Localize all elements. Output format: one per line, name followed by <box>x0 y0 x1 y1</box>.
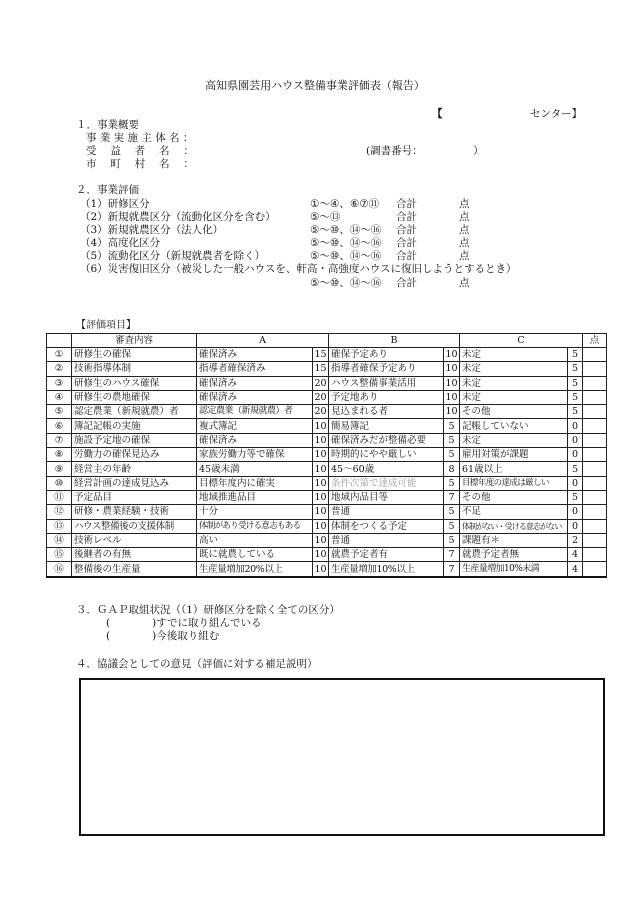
eval-item-label: （3）新規就農区分（法人化） <box>80 224 224 236</box>
row-points-cell[interactable] <box>583 419 607 433</box>
row-points-cell[interactable] <box>583 405 607 419</box>
row-number: ⑦ <box>47 433 72 447</box>
row-b-score: 5 <box>444 419 460 433</box>
eval-item-total: 合計 <box>396 250 417 262</box>
row-a: 生産量増加20%以上 <box>197 562 313 577</box>
row-item: 研修生のハウス確保 <box>72 376 197 390</box>
row-b-score: 10 <box>445 349 458 361</box>
row-item: 研修・農業経験・技術 <box>72 505 197 519</box>
row-b-score: 10 <box>445 377 458 389</box>
eval-item-total: 合計 <box>396 198 417 210</box>
evaluation-table <box>46 333 607 578</box>
row-b-score: 5 <box>444 433 460 447</box>
row-b: 普通 <box>329 505 444 519</box>
row-b-score: 5 <box>444 505 460 519</box>
row-b-score: 7 <box>444 548 460 562</box>
row-points-cell[interactable] <box>583 562 607 577</box>
row-b: 確保予定あり <box>329 348 444 362</box>
entity-label: 事 業 実 施 主 体 名 ： <box>86 132 194 144</box>
row-b: 地域内品目等 <box>329 490 444 504</box>
table-row <box>47 390 607 404</box>
row-c: 未定 <box>460 433 568 447</box>
row-a: 既に就農している <box>197 548 313 562</box>
beneficiary-label: 受 益 者 名 ： <box>86 145 194 157</box>
row-b-score: 10 <box>445 363 458 375</box>
row-a: 確保済み <box>197 433 313 447</box>
row-points-cell[interactable] <box>583 505 607 519</box>
row-a: 体制があり受ける意志もある <box>197 519 313 533</box>
row-c: 雇用対策が課題 <box>460 448 568 462</box>
section4-heading: ４．協議会としての意見（評価に対する補足説明） <box>76 658 318 670</box>
row-number: ① <box>47 348 72 362</box>
row-b: 確保済みだが整備必要 <box>329 433 444 447</box>
row-number: ⑬ <box>47 519 72 533</box>
row-item: 施設予定地の確保 <box>72 433 197 447</box>
row-item: 予定品目 <box>72 490 197 504</box>
row-number: ⑥ <box>47 419 72 433</box>
table-caption: 【評価項目】 <box>76 320 136 331</box>
row-points-cell[interactable] <box>583 433 607 447</box>
row-points-cell[interactable] <box>583 376 607 390</box>
row-b-score: 8 <box>444 462 460 476</box>
row-a: 認定農業（新規就農）者 <box>197 405 313 419</box>
row-a: 地域推進品目 <box>197 490 313 504</box>
row-c-score: 4 <box>568 548 583 562</box>
row-item: 技術指導体制 <box>72 362 197 376</box>
row-c-score: 5 <box>568 362 583 376</box>
table-row <box>47 476 607 490</box>
row-b-score: 5 <box>444 448 460 462</box>
row-b: ハウス整備事業活用 <box>329 376 444 390</box>
table-row <box>47 419 607 433</box>
row-a-score: 10 <box>314 535 327 546</box>
row-c-score: 0 <box>568 448 583 462</box>
row-a-score: 10 <box>314 549 327 561</box>
row-c-score: 5 <box>568 462 583 476</box>
row-a-score: 10 <box>314 506 327 518</box>
row-c-score: 5 <box>568 490 583 504</box>
table-row <box>47 462 607 476</box>
row-c: 体制がない・受ける意志がない <box>460 519 568 533</box>
center-bracket-open: 【 <box>432 108 443 120</box>
row-c-score: 5 <box>568 348 583 362</box>
table-row <box>47 490 607 504</box>
row-a-score: 10 <box>313 562 329 577</box>
row-a: 45歳未満 <box>197 462 313 476</box>
row-c: 課題有＊ <box>460 533 568 547</box>
row-points-cell[interactable] <box>583 362 607 376</box>
row-a-score: 10 <box>314 463 327 475</box>
row-c: 未定 <box>460 390 568 404</box>
row-a-score: 10 <box>314 449 327 461</box>
row-number: ⑮ <box>47 548 72 562</box>
row-b-score: 10 <box>445 392 458 404</box>
row-item: 簿記記帳の実施 <box>72 419 197 433</box>
row-c-score: 0 <box>568 419 583 433</box>
section2-heading: ２．事業評価 <box>76 184 139 196</box>
center-label: センター】 <box>530 108 583 120</box>
table-row <box>47 405 607 419</box>
row-c: その他 <box>460 490 568 504</box>
row-a: 高い <box>197 533 313 547</box>
row-a-score: 10 <box>314 520 327 532</box>
row-c-score: 0 <box>568 476 583 490</box>
row-a-score: 15 <box>314 349 327 361</box>
opinion-textbox[interactable] <box>79 678 605 836</box>
row-a-score: 10 <box>314 434 327 446</box>
row-c-score: 5 <box>568 405 583 419</box>
eval-item-range: ⑤〜⑬ <box>310 211 341 223</box>
section1-heading: １．事業概要 <box>76 119 139 131</box>
row-a-score: 10 <box>314 420 327 432</box>
row-number: ⑧ <box>47 448 72 462</box>
row-item: 認定農業（新規就農）者 <box>72 405 197 419</box>
row-c: その他 <box>460 405 568 419</box>
eval-item-label: （4）高度化区分 <box>80 237 161 249</box>
row-number: ③ <box>47 376 72 390</box>
row-item: 技術レベル <box>72 533 197 547</box>
header-b: B <box>329 334 460 348</box>
row-b-score: 5 <box>444 476 460 490</box>
row-b: 指導者確保予定あり <box>329 362 444 376</box>
eval-item-range: ⑤〜⑩、⑭〜⑯ <box>310 250 382 262</box>
row-item: 研修生の確保 <box>72 348 197 362</box>
row-number: ② <box>47 362 72 376</box>
row-a-score: 20 <box>314 406 327 418</box>
row-a: 確保済み <box>197 376 313 390</box>
row-b-score: 7 <box>444 490 460 504</box>
row-number: ⑪ <box>47 490 72 504</box>
eval-item-unit: 点 <box>459 211 470 223</box>
row-number: ⑤ <box>47 405 72 419</box>
row-c: 就農予定者無 <box>460 548 568 562</box>
table-row <box>47 376 607 390</box>
row-b: 就農予定者有 <box>329 548 444 562</box>
row-c-score: 0 <box>568 433 583 447</box>
row-points-cell[interactable] <box>583 462 607 476</box>
eval-item-range: ⑤〜⑩、⑭〜⑯ <box>310 237 382 249</box>
row-number: ⑩ <box>47 476 72 490</box>
table-row <box>47 505 607 519</box>
eval-item-total: 合計 <box>396 224 417 236</box>
eval-item-label: （1）研修区分 <box>80 198 150 210</box>
table-row <box>47 433 607 447</box>
eval-item-unit: 点 <box>459 198 470 210</box>
eval-item-unit: 点 <box>459 237 470 249</box>
eval-item-range: ⑤〜⑩、⑭〜⑯ <box>310 224 382 236</box>
row-item: 経営計画の達成見込み <box>72 476 197 490</box>
row-b: 見込まれる者 <box>329 405 444 419</box>
eval-item-total: 合計 <box>396 211 417 223</box>
header-c: C <box>460 334 583 348</box>
row-a: 家族労働力等で確保 <box>197 448 313 462</box>
row-c: 未定 <box>460 362 568 376</box>
row-points-cell[interactable] <box>583 548 607 562</box>
row-points-cell[interactable] <box>583 476 607 490</box>
table-row <box>47 448 607 462</box>
section3-heading: ３．ＧＡＰ取組状況（（1）研修区分を除く全ての区分） <box>76 604 340 616</box>
row-number: ⑭ <box>47 533 72 547</box>
gap-option-planned[interactable]: ( )今後取り組む <box>106 630 220 642</box>
row-c-score: 2 <box>568 533 583 547</box>
eval-item-unit: 点 <box>459 250 470 262</box>
row-c: 61歳以上 <box>460 462 568 476</box>
row-item: 後継者の有無 <box>72 548 197 562</box>
gap-option-done[interactable]: ( )すでに取り組んでいる <box>106 617 262 629</box>
row-c: 目標年度の達成は厳しい <box>460 476 568 490</box>
row-number: ⑫ <box>47 505 72 519</box>
row-a-score: 15 <box>314 363 327 375</box>
eval-item-label: （2）新規就農区分（流動化区分を含む） <box>80 211 276 223</box>
row-item: 研修生の農地確保 <box>72 390 197 404</box>
row-b: 条件次第で達成可能 <box>329 476 444 490</box>
row-a: 目標年度内に確実 <box>197 476 313 490</box>
eval-item-unit: 点 <box>459 224 470 236</box>
eval-item-total: 合計 <box>396 277 417 289</box>
table-row <box>47 348 607 362</box>
row-b-score: 5 <box>444 519 460 533</box>
table-row <box>47 519 607 533</box>
row-b-score: 5 <box>444 533 460 547</box>
row-c-score: 5 <box>568 390 583 404</box>
row-item: ハウス整備後の支援体制 <box>72 519 197 533</box>
eval-item-label: （6）災害復旧区分（被災した一般ハウスを、軒高・高強度ハウスに復旧しようとするとき） <box>80 263 517 275</box>
row-c: 不足 <box>460 505 568 519</box>
row-number: ⑯ <box>47 562 72 577</box>
row-c: 生産量増加10%未満 <box>460 562 568 577</box>
row-b: 生産量増加10%以上 <box>329 562 444 577</box>
eval-item-total: 合計 <box>396 237 417 249</box>
row-points-cell[interactable] <box>583 490 607 504</box>
survey-number: (調書番号： ） <box>366 145 484 157</box>
row-b: 簡易簿記 <box>329 419 444 433</box>
table-row <box>47 362 607 376</box>
row-a-score: 20 <box>314 392 327 404</box>
row-points-cell[interactable] <box>583 390 607 404</box>
row-a-score: 10 <box>314 477 327 489</box>
row-b: 45〜60歳 <box>329 462 444 476</box>
row-c-score: 4 <box>568 562 583 577</box>
row-points-cell[interactable] <box>583 448 607 462</box>
row-a: 十分 <box>197 505 313 519</box>
municipality-label: 市 町 村 名 ： <box>86 158 194 170</box>
header-points: 点 <box>583 334 607 348</box>
row-points-cell[interactable] <box>583 348 607 362</box>
row-c-score: 0 <box>568 505 583 519</box>
row-c-score: 5 <box>568 376 583 390</box>
eval-item-unit: 点 <box>459 277 470 289</box>
row-item: 整備後の生産量 <box>72 562 197 577</box>
table-row <box>47 562 607 577</box>
page-title: 高知県園芸用ハウス整備事業評価表（報告） <box>205 79 425 92</box>
row-points-cell[interactable] <box>583 519 607 533</box>
row-b-score: 10 <box>445 406 458 418</box>
header-item: 審査内容 <box>72 334 197 348</box>
row-number: ④ <box>47 390 72 404</box>
row-b-score: 7 <box>444 562 460 577</box>
row-item: 労働力の確保見込み <box>72 448 197 462</box>
table-row <box>47 533 607 547</box>
row-c: 未定 <box>460 376 568 390</box>
header-a: A <box>197 334 329 348</box>
row-c-score: 0 <box>568 519 583 533</box>
row-a: 確保済み <box>197 390 313 404</box>
row-a: 確保済み <box>197 348 313 362</box>
row-number: ⑨ <box>47 462 72 476</box>
row-a-score: 20 <box>314 377 327 389</box>
table-row <box>47 548 607 562</box>
row-a-score: 10 <box>314 492 327 504</box>
row-b: 時期的にやや厳しい <box>329 448 444 462</box>
row-a: 指導者確保済み <box>197 362 313 376</box>
row-b: 普通 <box>329 533 444 547</box>
row-points-cell[interactable] <box>583 533 607 547</box>
row-c: 記帳していない <box>460 419 568 433</box>
row-item: 経営主の年齢 <box>72 462 197 476</box>
row-a: 複式簿記 <box>197 419 313 433</box>
eval-item-range: ⑤〜⑩、⑭〜⑯ <box>310 277 382 289</box>
eval-item-range: ①〜④、⑥⑦⑪ <box>310 198 380 210</box>
row-c: 未定 <box>460 348 568 362</box>
table-header-row <box>47 334 607 348</box>
row-b: 体制をつくる予定 <box>329 519 444 533</box>
row-b: 予定地あり <box>329 390 444 404</box>
eval-item-label: （5）流動化区分（新規就農者を除く） <box>80 250 266 262</box>
